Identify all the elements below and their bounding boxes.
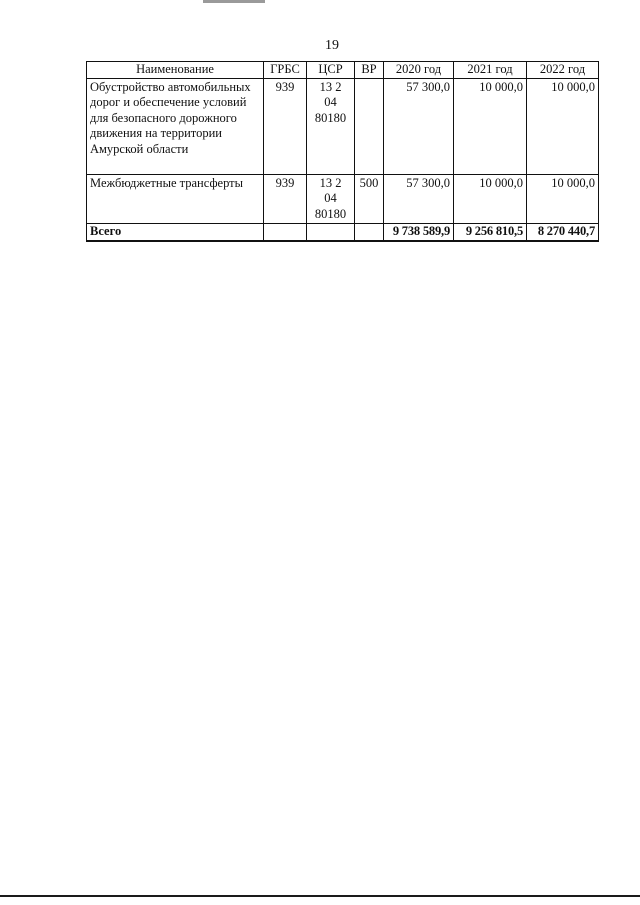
page-number: 19 (325, 38, 339, 53)
budget-table (86, 61, 599, 242)
row-2022: 10 000,0 (527, 174, 599, 224)
row-2021: 10 000,0 (454, 78, 527, 174)
header-2020: 2020 год (384, 62, 454, 79)
table-header-row (87, 62, 599, 79)
header-csr: ЦСР (307, 62, 355, 79)
total-2022: 8 270 440,7 (527, 224, 599, 241)
scan-bottom-edge (0, 895, 640, 897)
row-csr-line: 13 2 (319, 79, 342, 94)
row-name: Межбюджетные трансферты (87, 174, 264, 224)
row-vr: 500 (355, 174, 384, 224)
row-grbs: 939 (264, 78, 307, 174)
row-grbs: 939 (264, 174, 307, 224)
row-csr-line: 13 2 (319, 175, 342, 190)
row-csr-line: 80180 (314, 206, 347, 221)
row-2020: 57 300,0 (384, 78, 454, 174)
row-csr (307, 78, 355, 174)
row-name: Обустройство автомобильных дорог и обеспечение условий для безопасного дорожного движения на территории Амурской области (87, 78, 264, 174)
row-2021: 10 000,0 (454, 174, 527, 224)
total-label: Всего (87, 224, 264, 241)
header-2022: 2022 год (527, 62, 599, 79)
row-csr (307, 174, 355, 224)
table-row (87, 78, 599, 174)
row-vr (355, 78, 384, 174)
total-2020: 9 738 589,9 (384, 224, 454, 241)
total-2021: 9 256 810,5 (454, 224, 527, 241)
row-csr-line: 04 (324, 191, 337, 205)
total-vr-empty (355, 224, 384, 241)
header-name: Наименование (87, 62, 264, 79)
row-csr-line: 04 (324, 95, 337, 109)
header-grbs: ГРБС (264, 62, 307, 79)
row-2022: 10 000,0 (527, 78, 599, 174)
table-row (87, 174, 599, 224)
header-2021: 2021 год (454, 62, 527, 79)
scan-artifact (203, 0, 265, 3)
table-total-row (87, 224, 599, 241)
row-csr-line: 80180 (314, 110, 347, 125)
total-csr-empty (307, 224, 355, 241)
total-grbs-empty (264, 224, 307, 241)
row-2020: 57 300,0 (384, 174, 454, 224)
header-vr: ВР (355, 62, 384, 79)
